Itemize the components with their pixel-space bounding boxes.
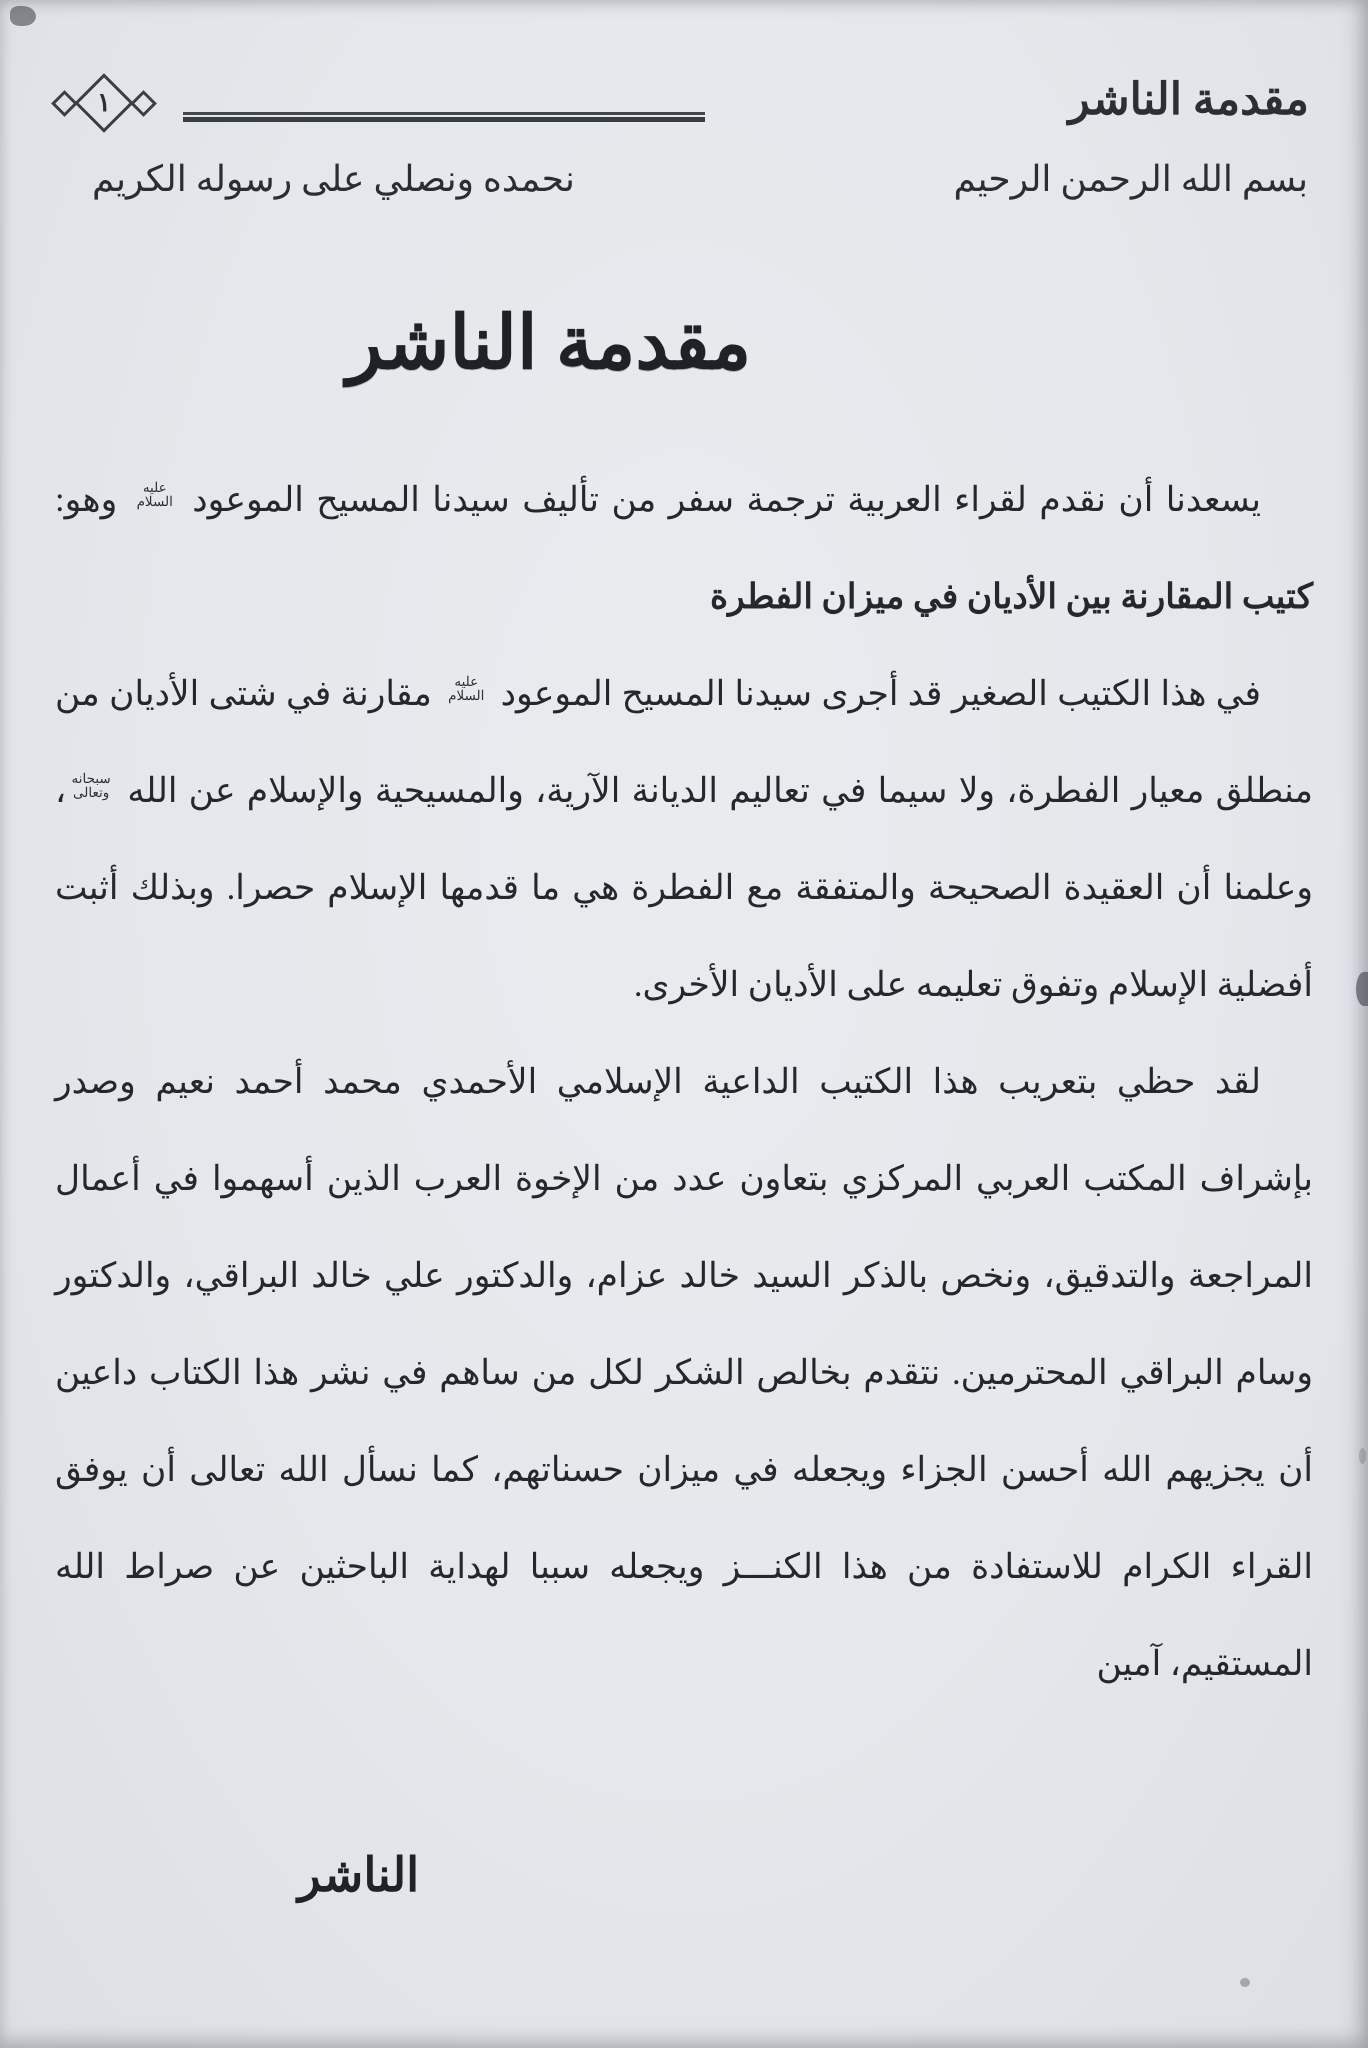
- honorific-subhanahu-wa-taala: سبحانه وتعالى: [71, 771, 111, 801]
- paragraph-text: ، وعلمنا أن العقيدة الصحيحة والمتفقة مع الفطرة هي ما قدمها الإسلام حصرا. وبذلك أثبت أفضلية الإسلام وتفوق تعليمه على الأديان الأخرى.: [55, 772, 1313, 1004]
- ornament-diamond-icon: [51, 90, 78, 117]
- scan-speck: [1240, 1978, 1250, 1987]
- page-header: [55, 74, 1313, 158]
- page-number-ornament: [55, 82, 153, 124]
- paragraph-2: [55, 646, 1313, 1034]
- hamd-salat-text: نحمده ونصلي على رسوله الكريم: [92, 159, 575, 199]
- paragraph-text: يسعدنا أن نقدم لقراء العربية ترجمة سفر من تأليف سيدنا المسيح الموعود: [192, 481, 1262, 519]
- honorific-alayhi-salam: عليه السلام: [448, 674, 485, 704]
- publisher-signature: الناشر: [298, 1850, 420, 1902]
- chapter-title: [55, 300, 1313, 387]
- ornament-diamond-icon: [130, 90, 157, 117]
- page-number-glyph: ١: [97, 88, 111, 117]
- paragraph-text: لقد حظي بتعريب هذا الكتيب الداعية الإسلامي الأحمدي محمد أحمد نعيم وصدر بإشراف المكتب العربي المركزي بتعاون عدد من الإخوة العرب الذين أسهموا في أعمال المراجعة والتدقيق، ونخص بالذكر السيد خالد عزام، والدكتور علي خالد البراقي، والدكتور وسام البراقي المحترمين. نتقدم بخالص الشكر لكل من ساهم في نشر هذا الكتاب داعين أن يجزيهم الله أحسن الجزاء ويجعله في ميزان حسناتهم، كما نسأل الله تعالى أن يوفق القراء الكرام للاستفادة من هذا الكنـــز ويجعله سببا لهداية الباحثين عن صراط الله المستقيم، آمين: [55, 1063, 1313, 1683]
- bismillah-text: بسم الله الرحمن الرحيم: [953, 159, 1308, 199]
- paragraph-text: وهو:: [55, 481, 118, 519]
- bismillah-row: [92, 158, 1308, 200]
- paragraph-3: [55, 1034, 1313, 1713]
- chapter-title-text: مقدمة الناشر: [346, 303, 752, 385]
- article-body: [55, 452, 1313, 1713]
- running-header-title: مقدمة الناشر: [1068, 75, 1309, 124]
- scan-speck: [10, 6, 36, 26]
- book-title-text: كتيب المقارنة بين الأديان في ميزان الفطرة: [709, 578, 1313, 616]
- header-divider-rule: [183, 112, 705, 122]
- honorific-alayhi-salam: عليه السلام: [136, 480, 173, 510]
- scan-speck: [1356, 972, 1368, 1006]
- paragraph-1: [55, 452, 1313, 646]
- paragraph-text: في هذا الكتيب الصغير قد أجرى سيدنا المسيح الموعود: [500, 675, 1262, 713]
- paragraph-text: مقارنة في شتى الأديان من منطلق معيار الفطرة، ولا سيما في تعاليم الديانة الآرية، والمسيحية والإسلام عن الله: [55, 675, 1314, 810]
- scan-speck: [1359, 1448, 1366, 1464]
- ornament-cartouche-icon: [74, 73, 133, 132]
